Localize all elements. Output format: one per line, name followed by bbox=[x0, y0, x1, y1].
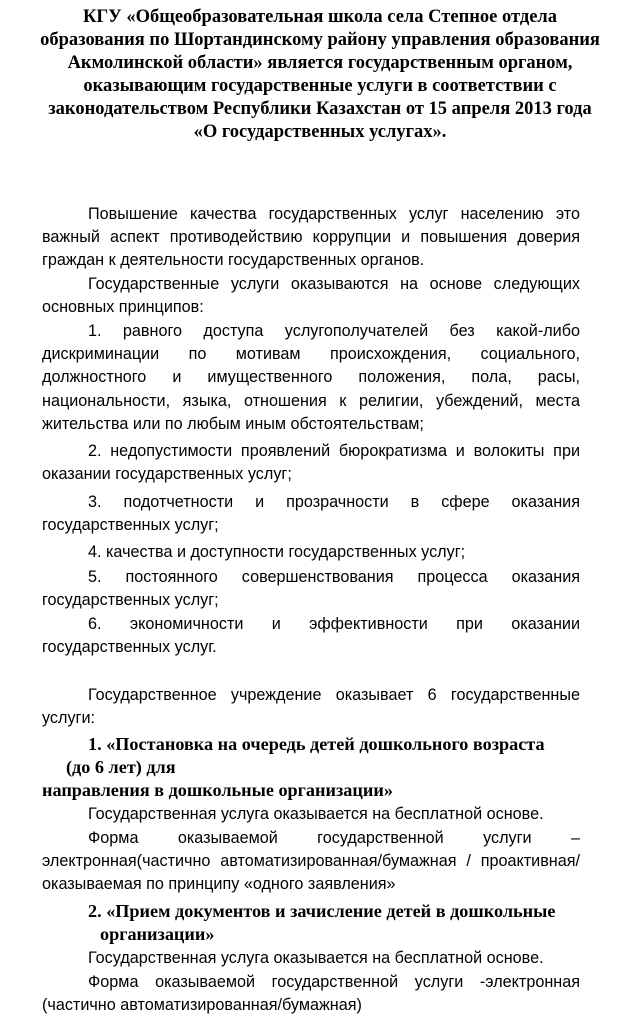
service-1-heading-line1: 1. «Постановка на очередь детей дошкольного возраста bbox=[88, 734, 545, 754]
service-2-free: Государственная услуга оказывается на бесплатной основе. bbox=[88, 949, 544, 967]
intro-paragraph-2: Государственные услуги оказываются на основе следующих основных принципов: bbox=[42, 275, 580, 317]
principle-item-3: 3. подотчетности и прозрачности в сфере оказания государственных услуг; bbox=[42, 493, 580, 535]
principle-item-2: 2. недопустимости проявлений бюрократизма и волокиты при оказании государственных услуг; bbox=[42, 442, 580, 484]
principle-item-5: 5. постоянного совершенствования процесса оказания государственных услуг; bbox=[42, 568, 580, 610]
principle-item-4: 4. качества и доступности государственных услуг; bbox=[88, 543, 466, 561]
service-2-heading-line2: организации» bbox=[100, 924, 215, 944]
service-2-form: Форма оказываемой государственной услуги -электронная (частично автоматизированная/бумажная) bbox=[42, 973, 580, 1015]
intro-paragraph-1: Повышение качества государственных услуг населению это важный аспект противодействию коррупции и повышения доверия граждан к деятельности государственных органов. bbox=[42, 205, 580, 270]
document-title: КГУ «Общеобразовательная школа села Степное отдела образования по Шортандинскому району управления образования Акмолинской области» является государственным органом, оказывающим государственные услуги в соответствии с законодательством Республики Казахстан от 15 апреля 2013 года «О государственных услугах». bbox=[40, 7, 600, 142]
service-1-form: Форма оказываемой государственной услуги – электронная(частично автоматизированная/бумажная / проактивная/ оказываемая по принципу «одного заявления» bbox=[42, 829, 580, 894]
principle-item-6: 6. экономичности и эффективности при оказании государственных услуг. bbox=[42, 615, 580, 657]
service-1-free: Государственная услуга оказывается на бесплатной основе. bbox=[88, 805, 544, 823]
service-1-heading-line3: направления в дошкольные организации» bbox=[42, 780, 393, 800]
service-2-heading-line1: 2. «Прием документов и зачисление детей в дошкольные bbox=[88, 901, 556, 921]
service-1-heading-line2: (до 6 лет) для bbox=[66, 757, 176, 777]
principle-item-1: 1. равного доступа услугополучателей без какой-либо дискриминации по мотивам происхождения, социального, должностного и имущественного положения, пола, расы, национальности, языка, отношения к религии, убеждений, места жительства или по любым иным обстоятельствам; bbox=[42, 322, 580, 433]
services-intro: Государственное учреждение оказывает 6 государственные услуги: bbox=[42, 686, 580, 728]
